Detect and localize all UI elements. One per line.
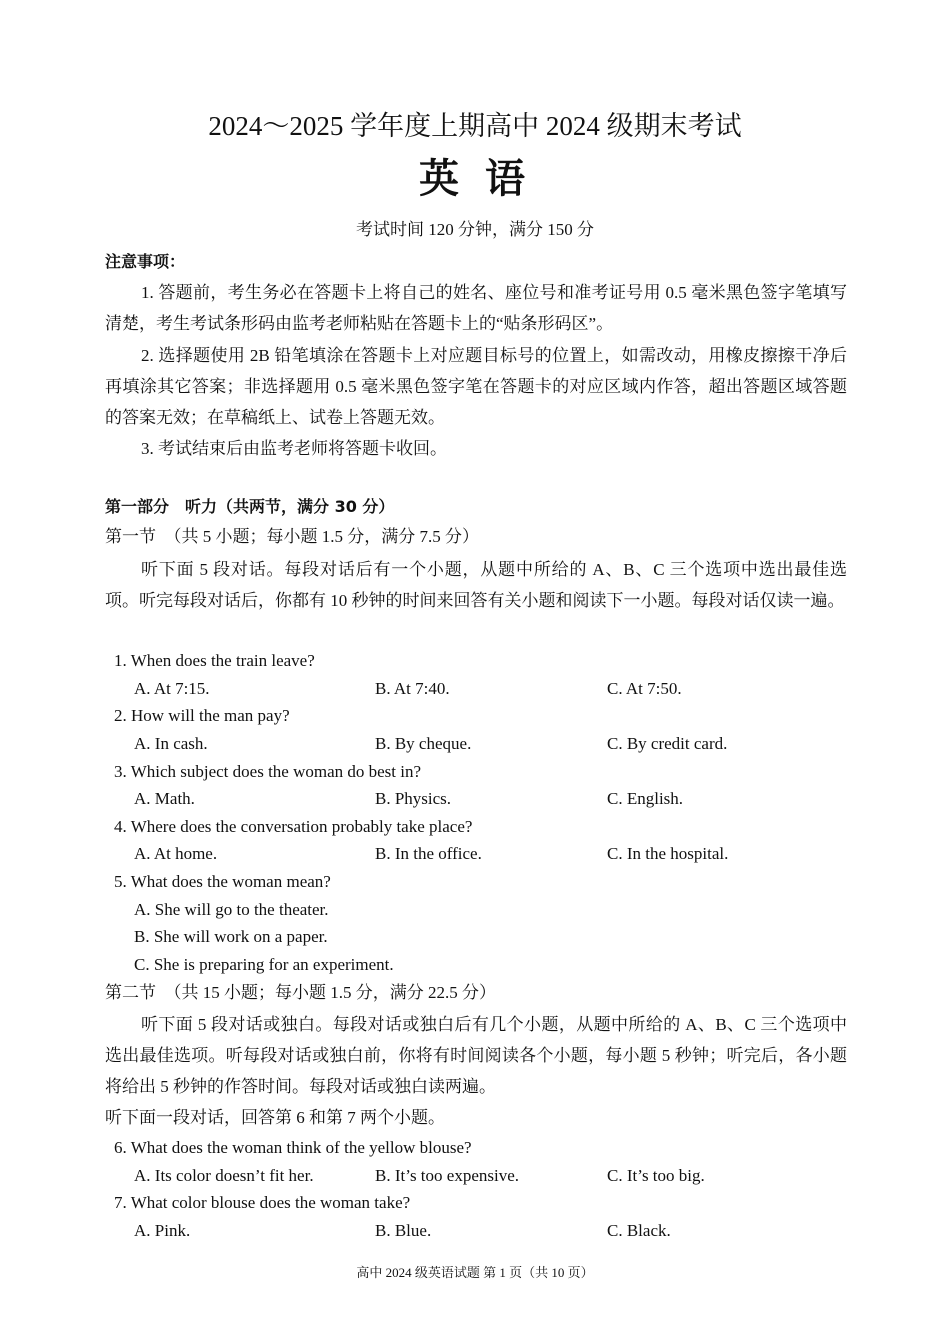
question-3: 3. Which subject does the woman do best in?: [114, 762, 422, 781]
question-4-option-a: A. At home.: [134, 844, 218, 863]
exam-duration: 考试时间 120 分钟，满分 150 分: [356, 220, 594, 239]
question-1: 1. When does the train leave?: [114, 651, 315, 670]
question-5-option-b: B. She will work on a paper.: [134, 927, 328, 946]
question-2-option-a: A. In cash.: [134, 734, 208, 753]
section1-heading: 第一节 （共 5 小题；每小题 1.5 分，满分 7.5 分）: [105, 527, 479, 546]
question-6: 6. What does the woman think of the yellow blouse?: [114, 1138, 472, 1157]
question-4: 4. Where does the conversation probably take place?: [114, 817, 473, 836]
exam-title: 2024～2025 学年度上期高中 2024 级期末考试: [208, 111, 742, 141]
question-7-option-b: B. Blue.: [375, 1221, 432, 1240]
section2-instructions: 听下面 5 段对话或独白。每段对话或独白后有几个小题，从题中所给的 A、B、C 三个选项中选出最佳选项。听每段对话或独白前，你将有时间阅读各个小题，每小题 5 秒钟；听完后，各小题将给出 5 秒钟的作答时间。每段对话或独白读两遍。: [105, 1015, 847, 1096]
page-footer: 高中 2024 级英语试题 第 1 页（共 10 页）: [356, 1265, 594, 1280]
subject-title: 英 语: [419, 156, 531, 202]
question-6-option-a: A. Its color doesn’t fit her.: [134, 1166, 314, 1185]
question-1-option-c: C. At 7:50.: [607, 679, 682, 698]
notes-heading: 注意事项：: [105, 252, 186, 271]
note-item-1: 1. 答题前，考生务必在答题卡上将自己的姓名、座位号和准考证号用 0.5 毫米黑色签字笔填写清楚，考生考试条形码由监考老师粘贴在答题卡上的“贴条形码区”。: [105, 283, 847, 333]
question-2-option-c: C. By credit card.: [607, 734, 728, 753]
question-2: 2. How will the man pay?: [114, 706, 290, 725]
question-6-option-b: B. It’s too expensive.: [375, 1166, 520, 1185]
question-3-option-a: A. Math.: [134, 789, 195, 808]
question-7-option-a: A. Pink.: [134, 1221, 191, 1240]
passage-intro: 听下面一段对话，回答第 6 和第 7 两个小题。: [105, 1108, 445, 1127]
section1-instructions: 听下面 5 段对话。每段对话后有一个小题，从题中所给的 A、B、C 三个选项中选出最佳选项。听完每段对话后，你都有 10 秒钟的时间来回答有关小题和阅读下一小题。每段对话仅读一遍。: [105, 560, 847, 610]
question-1-option-b: B. At 7:40.: [375, 679, 450, 698]
question-4-option-c: C. In the hospital.: [607, 844, 729, 863]
question-5-option-a: A. She will go to the theater.: [134, 900, 329, 919]
part1-heading: 第一部分 听力（共两节，满分 30 分）: [105, 497, 395, 516]
question-6-option-c: C. It’s too big.: [607, 1166, 705, 1185]
question-4-option-b: B. In the office.: [375, 844, 482, 863]
question-1-option-a: A. At 7:15.: [134, 679, 210, 698]
question-7: 7. What color blouse does the woman take?: [114, 1193, 411, 1212]
question-5: 5. What does the woman mean?: [114, 872, 331, 891]
question-3-option-c: C. English.: [607, 789, 684, 808]
question-5-option-c: C. She is preparing for an experiment.: [134, 955, 394, 974]
question-2-option-b: B. By cheque.: [375, 734, 472, 753]
note-item-2: 2. 选择题使用 2B 铅笔填涂在答题卡上对应题目标号的位置上，如需改动，用橡皮擦擦干净后再填涂其它答案；非选择题用 0.5 毫米黑色签字笔在答题卡的对应区域内作答，超出答题区域答题的答案无效；在草稿纸上、试卷上答题无效。: [105, 346, 847, 427]
note-item-3: 3. 考试结束后由监考老师将答题卡收回。: [141, 439, 447, 458]
question-3-option-b: B. Physics.: [375, 789, 452, 808]
question-7-option-c: C. Black.: [607, 1221, 671, 1240]
section2-heading: 第二节 （共 15 小题；每小题 1.5 分，满分 22.5 分）: [105, 983, 496, 1002]
